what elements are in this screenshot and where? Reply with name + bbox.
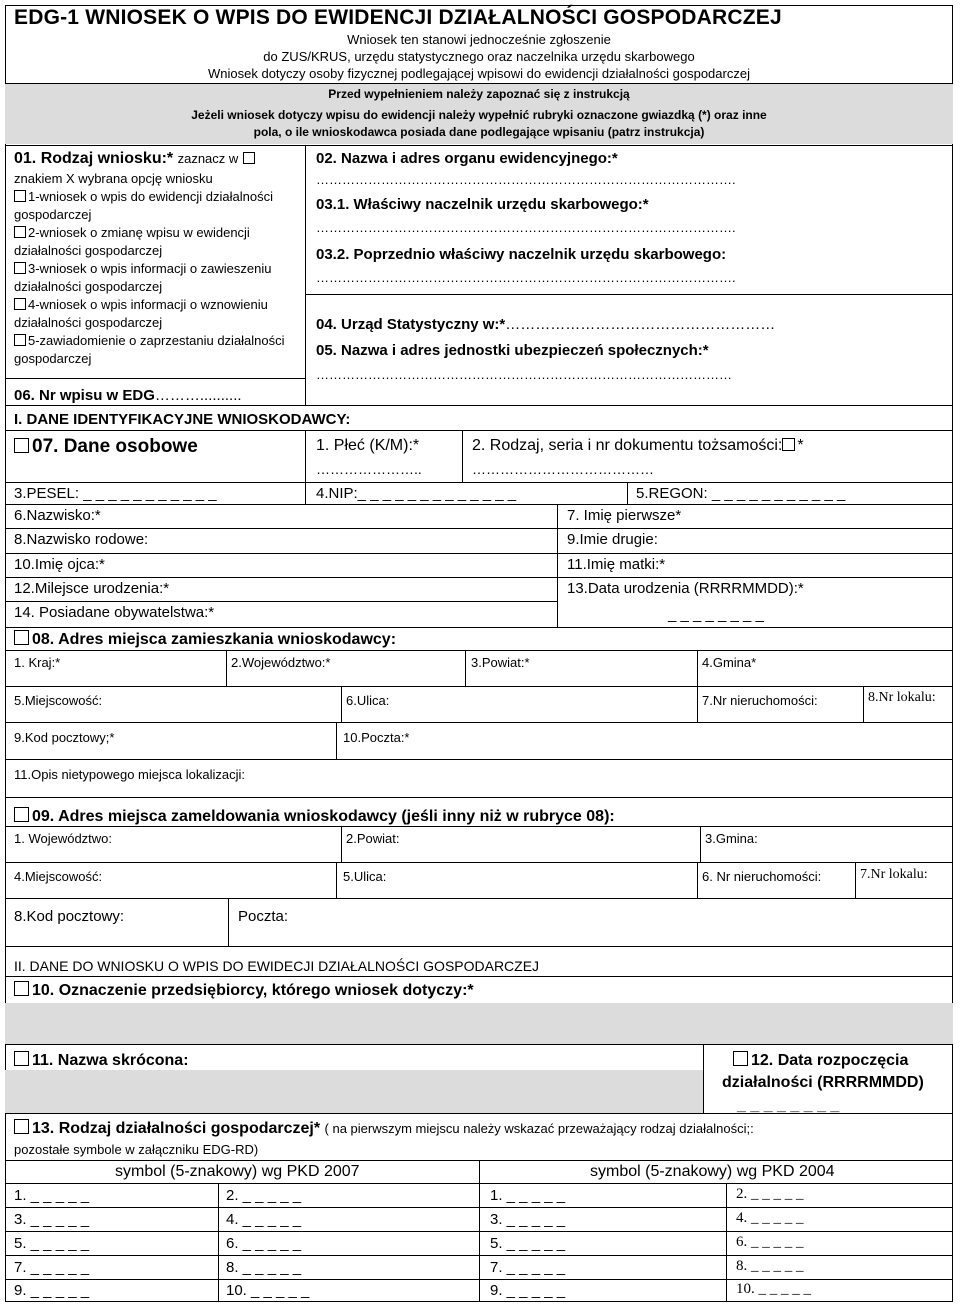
short-name-field[interactable]	[5, 1070, 703, 1113]
checkbox-icon[interactable]	[14, 981, 29, 996]
checkbox-icon[interactable]	[14, 1051, 29, 1066]
divider	[5, 378, 305, 379]
street-field[interactable]: 6.Ulica:	[346, 693, 390, 708]
apartment-number-field[interactable]: 8.Nr lokalu:	[868, 690, 936, 705]
divider	[5, 826, 953, 827]
section-i-title: I. DANE IDENTYFIKACYJNE WNIOSKODAWCY:	[14, 411, 351, 428]
column-divider	[341, 826, 342, 862]
column-divider	[703, 1044, 704, 1113]
pkd2004-code-1[interactable]: 1. _ _ _ _ _	[490, 1187, 566, 1204]
first-name-field[interactable]: 7. Imię pierwsze*	[567, 507, 682, 524]
column-divider	[465, 650, 466, 686]
locality-field[interactable]: 5.Miejscowość:	[14, 693, 103, 708]
regon-field[interactable]: 5.REGON: _ _ _ _ _ _ _ _ _ _ _	[636, 485, 846, 502]
start-date-field[interactable]: _ _ _ _ _ _ _ _	[737, 1097, 840, 1114]
checkbox-icon[interactable]	[14, 807, 29, 822]
divider	[5, 1207, 953, 1208]
column-divider	[700, 826, 701, 862]
divider	[5, 405, 953, 406]
reg-voivodeship-field[interactable]: 1. Województwo:	[14, 831, 113, 846]
pkd2004-code-8[interactable]: 8. _ _ _ _ _	[736, 1258, 804, 1274]
divider	[5, 1113, 953, 1114]
checkbox-icon[interactable]	[733, 1051, 748, 1066]
divider	[5, 797, 953, 798]
tax-office-label: 03.1. Właściwy naczelnik urzędu skarbowego:*	[316, 196, 649, 213]
pkd2007-code-10[interactable]: 10. _ _ _ _ _	[226, 1282, 310, 1299]
county-field[interactable]: 3.Powiat:*	[471, 655, 530, 670]
checkbox-icon	[243, 152, 255, 164]
divider	[5, 482, 953, 483]
checkbox-icon[interactable]	[14, 262, 26, 274]
pkd2007-code-1[interactable]: 1. _ _ _ _ _	[14, 1187, 90, 1204]
option-3[interactable]: 3-wniosek o wpis informacji o zawieszeniu	[14, 261, 272, 276]
column-divider	[697, 862, 698, 898]
option-2-cont: działalności gospodarczej	[14, 243, 163, 258]
id-document-label: 2. Rodzaj, seria i nr dokumentu tożsamości: *	[472, 437, 804, 454]
post-office-field[interactable]: 10.Poczta:*	[343, 730, 410, 745]
divider	[5, 898, 953, 899]
sex-field[interactable]: …………………..	[316, 461, 422, 477]
mother-name-field[interactable]: 11.Imię matki:*	[567, 556, 666, 573]
location-description-field[interactable]: 11.Opis nietypowego miejsca lokalizacji:	[14, 767, 245, 782]
entrepreneur-designation-title: 10. Oznaczenie przedsiębiorcy, którego wniosek dotyczy:*	[14, 981, 474, 1000]
reg-locality-field[interactable]: 4.Miejscowość:	[14, 869, 103, 884]
entrepreneur-designation-field[interactable]	[5, 1003, 953, 1044]
previous-tax-office-label: 03.2. Poprzednio właściwy naczelnik urzędu skarbowego:	[316, 246, 727, 263]
postal-code-field[interactable]: 9.Kod pocztowy;*	[14, 730, 115, 745]
activity-type-note: pozostałe symbole w załączniku EDG-RD)	[14, 1142, 259, 1157]
surname-field[interactable]: 6.Nazwisko:*	[14, 507, 101, 524]
divider	[5, 601, 557, 602]
activity-type-title: 13. Rodzaj działalności gospodarczej* ( na pierwszym miejscu należy wskazać przeważający rodzaj działalności;:	[14, 1119, 754, 1138]
divider	[5, 759, 953, 760]
checkbox-icon[interactable]	[14, 630, 29, 645]
edg-entry-number[interactable]: 06. Nr wpisu w EDG………..........	[14, 387, 242, 404]
divider	[5, 1044, 953, 1045]
reg-apartment-number-field[interactable]: 7.Nr lokalu:	[860, 867, 928, 882]
commune-field[interactable]: 4.Gmina*	[702, 655, 757, 670]
column-divider	[226, 650, 227, 686]
option-1[interactable]: 1-wniosek o wpis do ewidencji działalności	[14, 189, 273, 204]
sex-label: 1. Płeć (K/M):*	[316, 437, 420, 454]
column-divider	[218, 1183, 219, 1302]
property-number-field[interactable]: 7.Nr nieruchomości:	[702, 693, 818, 708]
column-divider	[462, 430, 463, 482]
start-date-title: 12. Data rozpoczęcia	[733, 1051, 908, 1070]
registration-address-title: 09. Adres miejsca zameldowania wnioskodawcy (jeśli inny niż w rubryce 08):	[14, 807, 615, 826]
form-title: EDG-1 WNIOSEK O WPIS DO EWIDENCJI DZIAŁALNOŚCI GOSPODARCZEJ	[14, 6, 782, 29]
reg-county-field[interactable]: 2.Powiat:	[346, 831, 400, 846]
nip-field[interactable]: 4.NIP:_ _ _ _ _ _ _ _ _ _ _ _ _	[316, 485, 517, 502]
column-divider	[336, 722, 337, 759]
reg-street-field[interactable]: 5.Ulica:	[343, 869, 387, 884]
column-divider	[305, 482, 306, 504]
divider	[5, 1279, 953, 1280]
column-divider	[228, 898, 229, 946]
option-1-cont: gospodarczej	[14, 207, 92, 222]
short-name-title: 11. Nazwa skrócona:	[14, 1051, 189, 1070]
header-line-3: Wniosek dotyczy osoby fizycznej podlegającej wpisowi do ewidencji działalności gospodarczej	[208, 66, 750, 81]
pkd2004-header: symbol (5-znakowy) wg PKD 2004	[590, 1163, 835, 1180]
divider	[5, 1183, 953, 1184]
pkd2007-code-9[interactable]: 9. _ _ _ _ _	[14, 1282, 90, 1299]
checkbox-icon[interactable]	[14, 334, 26, 346]
family-name-field[interactable]: 8.Nazwisko rodowe:	[14, 531, 149, 548]
pkd2004-code-7[interactable]: 7. _ _ _ _ _	[490, 1259, 566, 1276]
pkd2007-code-6[interactable]: 6. _ _ _ _ _	[226, 1235, 302, 1252]
column-divider	[557, 504, 558, 628]
column-divider	[627, 482, 628, 504]
checkbox-icon[interactable]	[14, 298, 26, 310]
pkd2007-code-7[interactable]: 7. _ _ _ _ _	[14, 1259, 90, 1276]
social-insurance-field[interactable]: ……………………………………………………………………………………	[316, 367, 732, 382]
instruction-line-1: Przed wypełnieniem należy zapoznać się z instrukcją	[328, 87, 630, 101]
tax-office-field[interactable]: …………………………………………………………………………………….	[316, 220, 736, 235]
social-insurance-label: 05. Nazwa i adres jednostki ubezpieczeń społecznych:*	[316, 342, 709, 359]
registry-authority-label: 02. Nazwa i adres organu ewidencyjnego:*	[316, 150, 618, 167]
option-4-cont: działalności gospodarczej	[14, 315, 163, 330]
citizenship-field[interactable]: 14. Posiadane obywatelstwa:*	[14, 604, 215, 621]
pkd2007-code-5[interactable]: 5. _ _ _ _ _	[14, 1235, 90, 1252]
divider	[5, 722, 953, 723]
id-document-field[interactable]: …………………………………	[472, 461, 654, 477]
start-date-title-cont: działalności (RRRRMMDD)	[722, 1074, 924, 1091]
option-5-cont: gospodarczej	[14, 351, 92, 366]
instruction-line-2: Jeżeli wniosek dotyczy wpisu do ewidencji należy wypełnić rubryki oznaczone gwiazdką (*) oraz inne	[191, 108, 767, 122]
checkbox-icon[interactable]	[14, 438, 29, 453]
birth-date-field[interactable]: _ _ _ _ _ _ _ _	[668, 606, 764, 623]
divider	[5, 577, 953, 578]
pkd2004-code-10[interactable]: 10. _ _ _ _ _	[736, 1281, 811, 1297]
pkd2004-code-9[interactable]: 9. _ _ _ _ _	[490, 1282, 566, 1299]
section-ii-title: II. DANE DO WNIOSKU O WPIS DO EWIDECJI DZIAŁALNOŚCI GOSPODARCZEJ	[14, 958, 540, 974]
pkd2004-code-5[interactable]: 5. _ _ _ _ _	[490, 1235, 566, 1252]
header-line-1: Wniosek ten stanowi jednocześnie zgłoszenie	[347, 32, 611, 47]
reg-commune-field[interactable]: 3.Gmina:	[705, 831, 758, 846]
personal-data-title: 07. Dane osobowe	[14, 436, 198, 458]
registry-authority-field[interactable]: …………………………………………………………………………………….	[316, 172, 736, 187]
statistics-office[interactable]: 04. Urząd Statystyczny w:*………………………………………………	[316, 316, 776, 333]
father-name-field[interactable]: 10.Imię ojca:*	[14, 556, 105, 573]
pkd2007-code-2[interactable]: 2. _ _ _ _ _	[226, 1187, 302, 1204]
birth-date-label: 13.Data urodzenia (RRRRMMDD):*	[567, 580, 804, 597]
column-divider	[697, 650, 698, 686]
option-4[interactable]: 4-wniosek o wpis informacji o wznowieniu	[14, 297, 268, 312]
pkd2004-code-6[interactable]: 6. _ _ _ _ _	[736, 1234, 804, 1250]
divider	[305, 294, 953, 295]
option-3-cont: działalności gospodarczej	[14, 279, 163, 294]
birth-place-field[interactable]: 12.Milejsce urodzenia:*	[14, 580, 170, 597]
column-divider	[341, 686, 342, 722]
divider	[5, 1255, 953, 1256]
column-divider	[726, 1183, 727, 1302]
divider	[5, 862, 953, 863]
divider	[5, 430, 953, 431]
divider	[5, 145, 953, 146]
previous-tax-office-field[interactable]: …………………………………………………………………………………….	[316, 270, 736, 285]
second-name-field[interactable]: 9.Imie drugie:	[567, 531, 658, 548]
column-divider	[697, 686, 698, 722]
pkd2007-code-3[interactable]: 3. _ _ _ _ _	[14, 1211, 90, 1228]
divider	[5, 553, 953, 554]
instruction-line-3: pola, o ile wnioskodawca posiada dane podlegające wpisaniu (patrz instrukcja)	[253, 125, 705, 139]
divider	[5, 686, 953, 687]
request-type-hint: znakiem X wybrana opcję wniosku	[14, 171, 213, 186]
reg-postal-code-field[interactable]: 8.Kod pocztowy:	[14, 908, 125, 925]
request-type-heading: 01. Rodzaj wniosku:* zaznacz w	[14, 150, 257, 168]
divider	[5, 1231, 953, 1232]
country-field[interactable]: 1. Kraj:*	[14, 655, 61, 670]
pkd2004-code-3[interactable]: 3. _ _ _ _ _	[490, 1211, 566, 1228]
divider	[5, 504, 953, 505]
checkbox-icon[interactable]	[14, 190, 26, 202]
pesel-field[interactable]: 3.PESEL: _ _ _ _ _ _ _ _ _ _ _	[14, 485, 217, 502]
voivodeship-field[interactable]: 2.Województwo:*	[231, 655, 331, 670]
divider	[5, 627, 953, 628]
column-divider	[305, 430, 306, 482]
reg-property-number-field[interactable]: 6. Nr nieruchomości:	[702, 869, 822, 884]
residence-address-title: 08. Adres miejsca zamieszkania wnioskodawcy:	[14, 630, 396, 649]
column-divider	[305, 145, 306, 405]
checkbox-icon[interactable]	[14, 226, 26, 238]
pkd2007-code-4[interactable]: 4. _ _ _ _ _	[226, 1211, 302, 1228]
divider	[5, 976, 953, 977]
column-divider	[863, 686, 864, 722]
pkd2004-code-2[interactable]: 2. _ _ _ _ _	[736, 1186, 804, 1202]
pkd2004-code-4[interactable]: 4. _ _ _ _ _	[736, 1210, 804, 1226]
checkbox-icon[interactable]	[14, 1119, 29, 1134]
divider	[5, 650, 953, 651]
divider	[5, 946, 953, 947]
reg-post-office-field[interactable]: Poczta:	[238, 908, 289, 925]
checkbox-icon[interactable]	[782, 438, 795, 451]
pkd2007-header: symbol (5-znakowy) wg PKD 2007	[115, 1163, 360, 1180]
option-5[interactable]: 5-zawiadomienie o zaprzestaniu działalności	[14, 333, 285, 348]
column-divider	[336, 862, 337, 898]
column-divider	[855, 862, 856, 898]
header-line-2: do ZUS/KRUS, urzędu statystycznego oraz naczelnika urzędu skarbowego	[263, 49, 695, 64]
divider	[5, 528, 953, 529]
option-2[interactable]: 2-wniosek o zmianę wpisu w ewidencji	[14, 225, 250, 240]
pkd2007-code-8[interactable]: 8. _ _ _ _ _	[226, 1259, 302, 1276]
